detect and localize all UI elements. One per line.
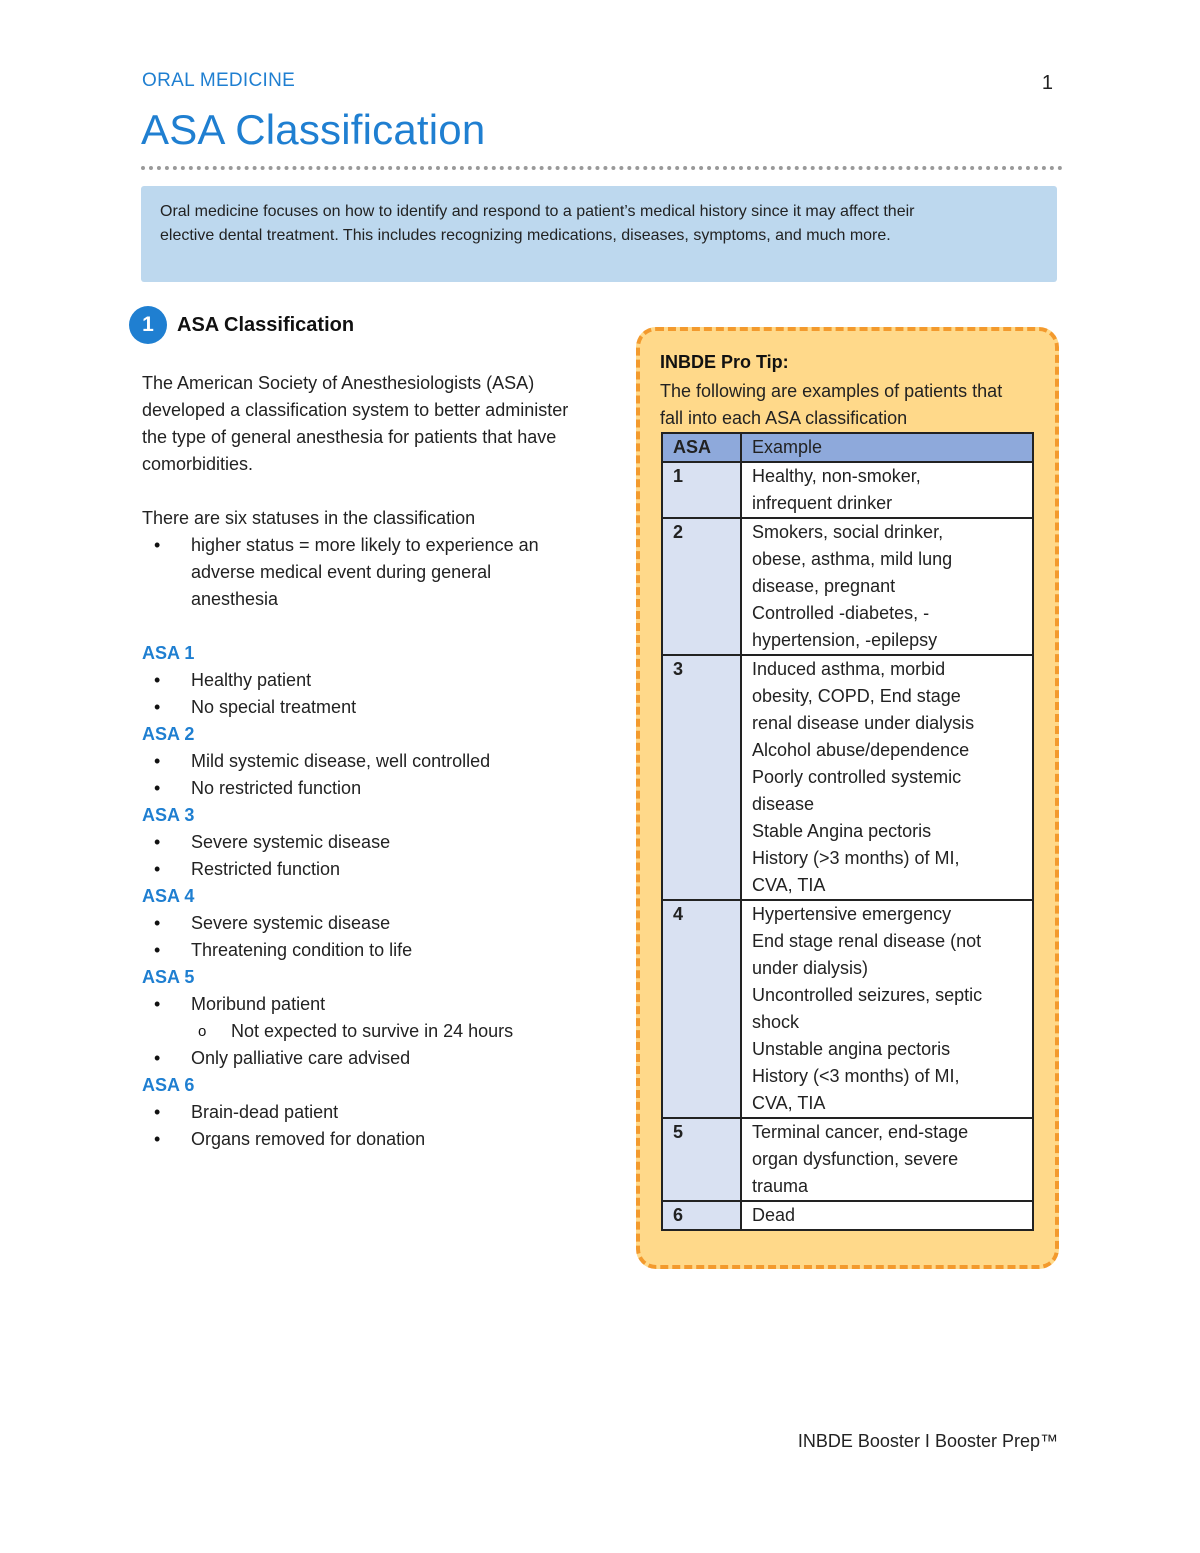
list-item: • Organs removed for donation (142, 1126, 582, 1153)
example-line: Induced asthma, morbid (752, 659, 946, 679)
title-divider (141, 166, 1063, 170)
asa-class-cell: 5 (662, 1118, 741, 1201)
asa-class-cell: 4 (662, 900, 741, 1118)
example-line: obesity, COPD, End stage (752, 686, 961, 706)
section-label: ORAL MEDICINE (142, 70, 296, 91)
asa-heading: ASA 1 (142, 643, 195, 663)
left-column (142, 370, 582, 1153)
asa-heading: ASA 4 (142, 886, 195, 906)
intro-paragraph: The American Society of Anesthesiologists (ASA) developed a classification system to better administer the type of general anesthesia for patients that have comorbidities. (142, 373, 569, 474)
statuses-intro: There are six statuses in the classification (142, 508, 476, 528)
asa-heading: ASA 2 (142, 724, 195, 744)
example-line: Alcohol abuse/dependence (752, 740, 970, 760)
asa-5-block (142, 964, 582, 1072)
list-item: • No restricted function (142, 775, 582, 802)
example-line: History (>3 months) of MI, (752, 848, 960, 868)
example-line: End stage renal disease (not (752, 931, 982, 951)
asa-class-cell: 1 (662, 462, 741, 518)
section-number-badge: 1 (129, 306, 167, 344)
column-header-example: Example (741, 433, 1033, 462)
example-line: Smokers, social drinker, (752, 522, 944, 542)
asa-6-block (142, 1072, 582, 1153)
asa-2-block (142, 721, 582, 802)
asa-3-block (142, 802, 582, 883)
example-line: Uncontrolled seizures, septic (752, 985, 983, 1005)
list-item: • Brain-dead patient (142, 1099, 582, 1126)
example-line: Controlled -diabetes, - (752, 603, 930, 623)
table-header-row (662, 433, 1033, 462)
example-line: renal disease under dialysis (752, 713, 975, 733)
example-line: Poorly controlled systemic (752, 767, 962, 787)
example-line: hypertension, -epilepsy (752, 630, 938, 650)
list-item: • higher status = more likely to experience an adverse medical event during general anesthesia (142, 532, 582, 613)
example-line: infrequent drinker (752, 493, 893, 513)
pro-tip-subtitle: The following are examples of patients that fall into each ASA classification (660, 381, 1003, 428)
list-item: • Severe systemic disease (142, 910, 582, 937)
statuses-list (142, 532, 582, 613)
table-row (662, 900, 1033, 1118)
example-line: CVA, TIA (752, 875, 826, 895)
example-cell (741, 655, 1033, 900)
asa-examples-table (661, 432, 1034, 1231)
asa-class-cell: 6 (662, 1201, 741, 1230)
list-item: • Severe systemic disease (142, 829, 582, 856)
table-row (662, 518, 1033, 655)
asa-1-block (142, 640, 582, 721)
asa-4-block (142, 883, 582, 964)
list-item: • Threatening condition to life (142, 937, 582, 964)
example-line: History (<3 months) of MI, (752, 1066, 960, 1086)
asa-heading: ASA 6 (142, 1075, 195, 1095)
section-heading (129, 306, 354, 344)
example-line: Hypertensive emergency (752, 904, 952, 924)
list-item: • Restricted function (142, 856, 582, 883)
example-line: CVA, TIA (752, 1093, 826, 1113)
example-line: shock (752, 1012, 800, 1032)
asa-heading: ASA 3 (142, 805, 195, 825)
example-line: Healthy, non-smoker, (752, 466, 921, 486)
example-line: organ dysfunction, severe (752, 1149, 959, 1169)
list-item: • Only palliative care advised (142, 1045, 582, 1072)
table-row (662, 1201, 1033, 1230)
pro-tip-title: INBDE Pro Tip: (660, 352, 789, 372)
example-cell (741, 1118, 1033, 1201)
example-cell (741, 462, 1033, 518)
list-item: • Moribund patient (142, 991, 582, 1018)
footer-text: INBDE Booster I Booster Prep™ (797, 1431, 1058, 1451)
example-line: Terminal cancer, end-stage (752, 1122, 969, 1142)
list-item: • Mild systemic disease, well controlled (142, 748, 582, 775)
section-title: ASA Classification (177, 313, 355, 336)
intro-line-2: elective dental treatment. This includes recognizing medications, diseases, symptoms, and much more. (160, 227, 891, 244)
example-line: disease, pregnant (752, 576, 896, 596)
example-cell (741, 900, 1033, 1118)
intro-line-1: Oral medicine focuses on how to identify and respond to a patient’s medical history since it may affect their (160, 203, 915, 220)
sub-list-item: o Not expected to survive in 24 hours (142, 1018, 582, 1045)
table-row (662, 1118, 1033, 1201)
page-number: 1 (1041, 72, 1053, 94)
example-line: obese, asthma, mild lung (752, 549, 953, 569)
column-header-asa: ASA (662, 433, 741, 462)
example-cell (741, 1201, 1033, 1230)
table-row (662, 462, 1033, 518)
page-title: ASA Classification (141, 106, 486, 153)
example-line: Dead (752, 1205, 796, 1225)
asa-heading: ASA 5 (142, 967, 195, 987)
asa-class-cell: 2 (662, 518, 741, 655)
table-body (662, 462, 1033, 1230)
list-item: • No special treatment (142, 694, 582, 721)
example-line: under dialysis) (752, 958, 869, 978)
example-line: disease (752, 794, 815, 814)
example-line: Unstable angina pectoris (752, 1039, 951, 1059)
intro-box (141, 186, 1057, 282)
example-cell (741, 518, 1033, 655)
example-line: Stable Angina pectoris (752, 821, 932, 841)
table-row (662, 655, 1033, 900)
list-item: • Healthy patient (142, 667, 582, 694)
asa-class-cell: 3 (662, 655, 741, 900)
example-line: trauma (752, 1176, 809, 1196)
